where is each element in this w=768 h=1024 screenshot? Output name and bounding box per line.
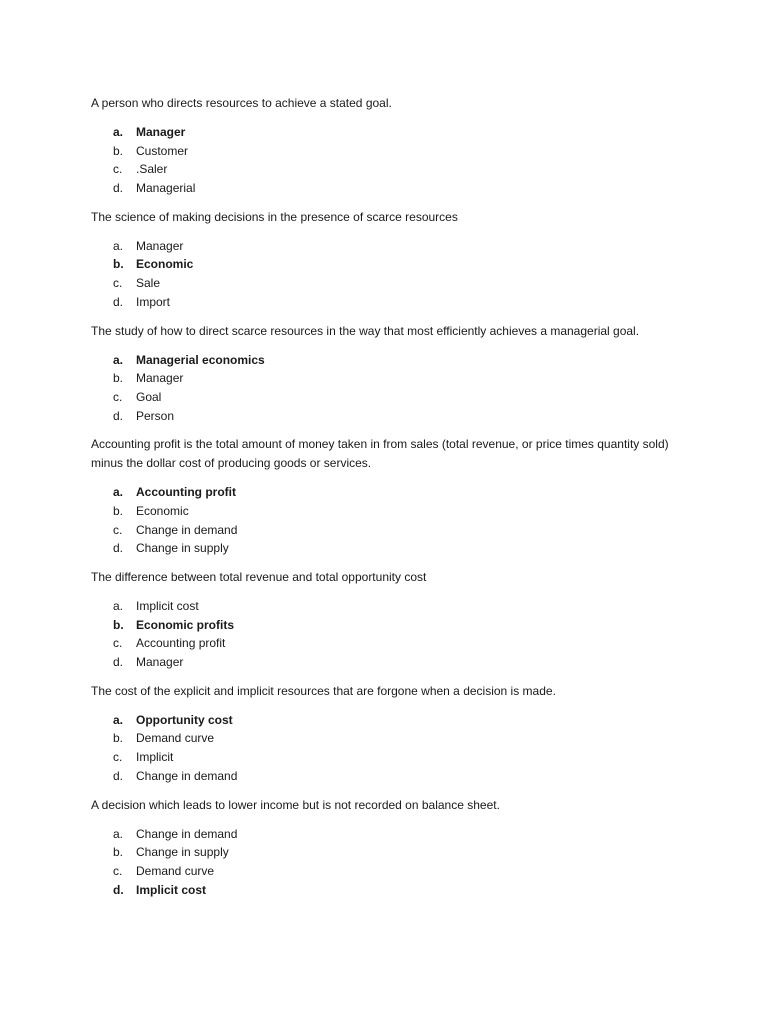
option-text: Economic [136, 503, 189, 518]
question-text: The cost of the explicit and implicit resources that are forgone when a decision is made. [91, 683, 556, 698]
options-list [91, 825, 691, 900]
option-item [91, 634, 691, 653]
option-letter: c. [113, 276, 123, 291]
option-text: Economic profits [136, 617, 235, 632]
question-block [91, 94, 691, 198]
option-letter: c. [113, 750, 123, 765]
option-text: Demand curve [136, 863, 215, 878]
option-letter: c. [113, 389, 123, 404]
option-letter: b. [113, 503, 124, 518]
question-block [91, 435, 691, 558]
option-item [91, 351, 691, 370]
option-item [91, 502, 691, 521]
option-item [91, 237, 691, 256]
option-item [91, 616, 691, 635]
option-item [91, 597, 691, 616]
option-letter: b. [113, 845, 124, 860]
option-item [91, 748, 691, 767]
option-letter: d. [113, 294, 124, 309]
option-text: .Saler [136, 162, 168, 177]
question-text: The study of how to direct scarce resources in the way that most efficiently achieves a managerial goal. [91, 323, 640, 338]
option-text: Opportunity cost [136, 712, 233, 727]
option-letter: a. [113, 826, 124, 841]
options-list [91, 711, 691, 786]
option-letter: d. [113, 655, 124, 670]
option-letter: d. [113, 882, 124, 897]
option-text: Change in demand [136, 768, 238, 783]
option-item [91, 255, 691, 274]
options-list [91, 237, 691, 312]
option-letter: b. [113, 731, 124, 746]
question-block [91, 682, 691, 786]
options-list [91, 351, 691, 426]
option-item [91, 881, 691, 900]
option-letter: c. [113, 636, 123, 651]
option-letter: b. [113, 617, 124, 632]
option-item [91, 825, 691, 844]
option-text: Manager [136, 371, 184, 386]
options-list [91, 597, 691, 672]
question-text: The science of making decisions in the presence of scarce resources [91, 209, 458, 224]
option-item [91, 862, 691, 881]
option-item [91, 539, 691, 558]
option-text: Economic [136, 257, 194, 272]
option-text: Manager [136, 655, 184, 670]
option-item [91, 160, 691, 179]
option-letter: d. [113, 768, 124, 783]
option-item [91, 843, 691, 862]
option-text: Managerial economics [136, 352, 265, 367]
option-letter: c. [113, 863, 123, 878]
option-item [91, 653, 691, 672]
option-text: Goal [136, 389, 162, 404]
option-text: Import [136, 294, 171, 309]
option-letter: d. [113, 541, 124, 556]
option-letter: a. [113, 238, 124, 253]
option-letter: b. [113, 257, 124, 272]
option-letter: a. [113, 352, 124, 367]
option-letter: b. [113, 371, 124, 386]
question-block [91, 322, 691, 426]
option-text: Change in demand [136, 826, 238, 841]
question-text: The difference between total revenue and total opportunity cost [91, 570, 427, 584]
option-text: Person [136, 408, 175, 423]
option-item [91, 729, 691, 748]
option-item [91, 369, 691, 388]
option-text: Change in supply [136, 845, 229, 860]
option-letter: a. [113, 125, 124, 139]
option-text: Implicit cost [136, 599, 199, 613]
option-letter: c. [113, 162, 123, 177]
option-item [91, 142, 691, 161]
question-block [91, 796, 691, 900]
option-letter: a. [113, 712, 124, 727]
document-page [91, 94, 691, 909]
option-text: Change in demand [136, 522, 238, 537]
option-item [91, 179, 691, 198]
option-text: Manager [136, 125, 186, 139]
option-text: Accounting profit [136, 636, 226, 651]
options-list [91, 483, 691, 558]
question-text: A person who directs resources to achieve a stated goal. [91, 96, 392, 110]
option-letter: a. [113, 599, 124, 613]
options-list [91, 123, 691, 198]
option-item [91, 521, 691, 540]
option-letter: d. [113, 408, 124, 423]
option-item [91, 407, 691, 426]
option-text: Managerial [136, 181, 196, 196]
option-letter: a. [113, 485, 124, 500]
option-item [91, 388, 691, 407]
question-block [91, 208, 691, 312]
option-text: Implicit [136, 750, 174, 765]
option-letter: b. [113, 143, 124, 158]
option-item [91, 711, 691, 730]
option-text: Accounting profit [136, 485, 236, 500]
question-text: A decision which leads to lower income but is not recorded on balance sheet. [91, 797, 500, 812]
option-text: Customer [136, 143, 189, 158]
option-text: Manager [136, 238, 184, 253]
option-item [91, 767, 691, 786]
option-item [91, 274, 691, 293]
option-text: Implicit cost [136, 882, 207, 897]
option-text: Change in supply [136, 541, 229, 556]
option-letter: c. [113, 522, 123, 537]
question-text: Accounting profit is the total amount of money taken in from sales (total revenue, or price times quantity sold) minus the dollar cost of producing goods or services. [91, 437, 669, 471]
option-letter: d. [113, 181, 124, 196]
option-text: Sale [136, 276, 161, 291]
option-item [91, 123, 691, 142]
question-block [91, 568, 691, 672]
option-text: Demand curve [136, 731, 215, 746]
option-item [91, 483, 691, 502]
option-item [91, 293, 691, 312]
